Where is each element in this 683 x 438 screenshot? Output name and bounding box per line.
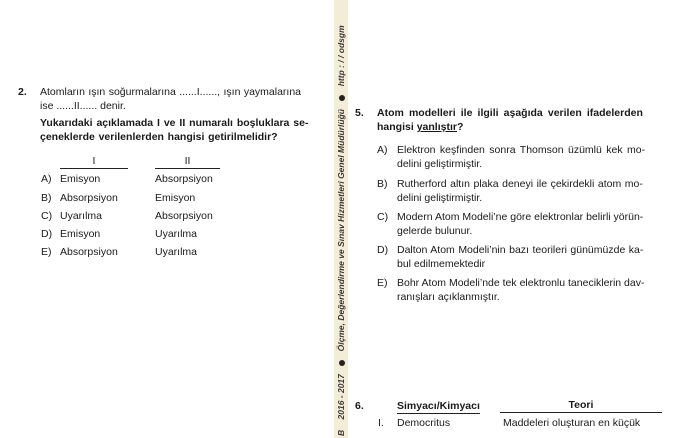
option-col-I: Absorpsiyon: [60, 192, 118, 204]
option-text-line1: Elektron keşfinden sonra Thomson üzümlü kek mo-: [397, 144, 646, 156]
option-text-line1: Modern Atom Modeli’ne göre elektronlar belirli yörün-: [397, 211, 644, 223]
option-col-II: Uyarılma: [155, 246, 198, 258]
option-col-I: Emisyon: [60, 173, 101, 185]
question-stem-line2: ise ......II...... denir.: [40, 100, 126, 112]
question-prompt-line2: [377, 121, 463, 134]
spine-year: 2016 - 2017: [336, 374, 346, 420]
question-number: 2.: [18, 86, 27, 98]
option-text-line2: gelerde bulunur.: [397, 225, 473, 237]
option-col-II: Uyarılma: [155, 228, 198, 240]
question-prompt-line2: çeneklerde verilenlerden hangisi getirilmelidir?: [40, 131, 278, 143]
row-chemist: Democritus: [397, 417, 451, 429]
question-number: 5.: [355, 107, 364, 119]
option-col-II: Emisyon: [155, 192, 196, 204]
option-letter: E): [41, 246, 52, 258]
option-text-line1: Bohr Atom Modeli’nde tek elektronlu taneciklerin dav-: [397, 277, 645, 289]
question-prompt-line1: Atom modelleri ile ilgili aşağıda verilen ifadelerden: [377, 107, 643, 119]
option-text-line2: delini geliştirmiştir.: [397, 158, 483, 170]
option-text-line2: bul edilmemektedir: [397, 258, 486, 270]
question-prompt-line1: Yukarıdaki açıklamada I ve II numaralı boşluklara se-: [40, 117, 309, 129]
prompt-text-end: ?: [456, 121, 464, 133]
emphasized-word: yanlıştır: [416, 121, 457, 133]
option-letter: B): [377, 178, 388, 190]
option-letter: E): [377, 277, 388, 289]
option-col-I: Emisyon: [60, 228, 101, 240]
row-roman-numeral: I.: [378, 417, 384, 429]
option-letter: C): [41, 210, 53, 222]
option-text-line2: delini geliştirmiştir.: [397, 192, 483, 204]
spine-url: http : / / odsgm: [336, 25, 346, 87]
option-text-line1: Rutherford altın plaka deneyi ile çekirdekli atom mo-: [397, 178, 643, 190]
column-header-chemist: Simyacı/Kimyacı: [397, 400, 480, 412]
option-letter: B): [41, 192, 52, 204]
spine-text: [334, 0, 348, 438]
bullet-icon: [339, 95, 345, 101]
option-col-II: Absorpsiyon: [155, 210, 213, 222]
column-header-II: II: [155, 155, 220, 169]
option-letter: C): [377, 211, 389, 223]
question-stem-line1: Atomların ışın soğurmalarına ......I......, ışın yaymalarına: [40, 86, 302, 98]
option-letter: D): [41, 228, 53, 240]
option-letter: D): [377, 244, 389, 256]
bullet-icon: [339, 360, 345, 366]
column-header-theory: Teori: [500, 399, 662, 413]
prompt-text: hangisi: [377, 121, 417, 133]
spine-prefix: B: [336, 429, 346, 436]
option-letter: A): [377, 144, 388, 156]
option-col-II: Absorpsiyon: [155, 173, 213, 185]
option-letter: A): [41, 173, 52, 185]
spine-org: Ölçme, Değerlendirme ve Sınav Hizmetleri Genel Müdürlüğü: [336, 109, 346, 352]
option-text-line1: Dalton Atom Modeli’nin bazı teorileri günümüzde ka-: [397, 244, 644, 256]
option-col-I: Uyarılma: [60, 210, 103, 222]
column-header-I: I: [60, 155, 128, 169]
option-col-I: Absorpsiyon: [60, 246, 118, 258]
row-theory: Maddeleri oluşturan en küçük: [503, 417, 641, 429]
option-text-line2: ranışları açıklanmıştır.: [397, 291, 500, 303]
question-number: 6.: [355, 400, 364, 412]
page-spine-banner: [334, 0, 348, 438]
